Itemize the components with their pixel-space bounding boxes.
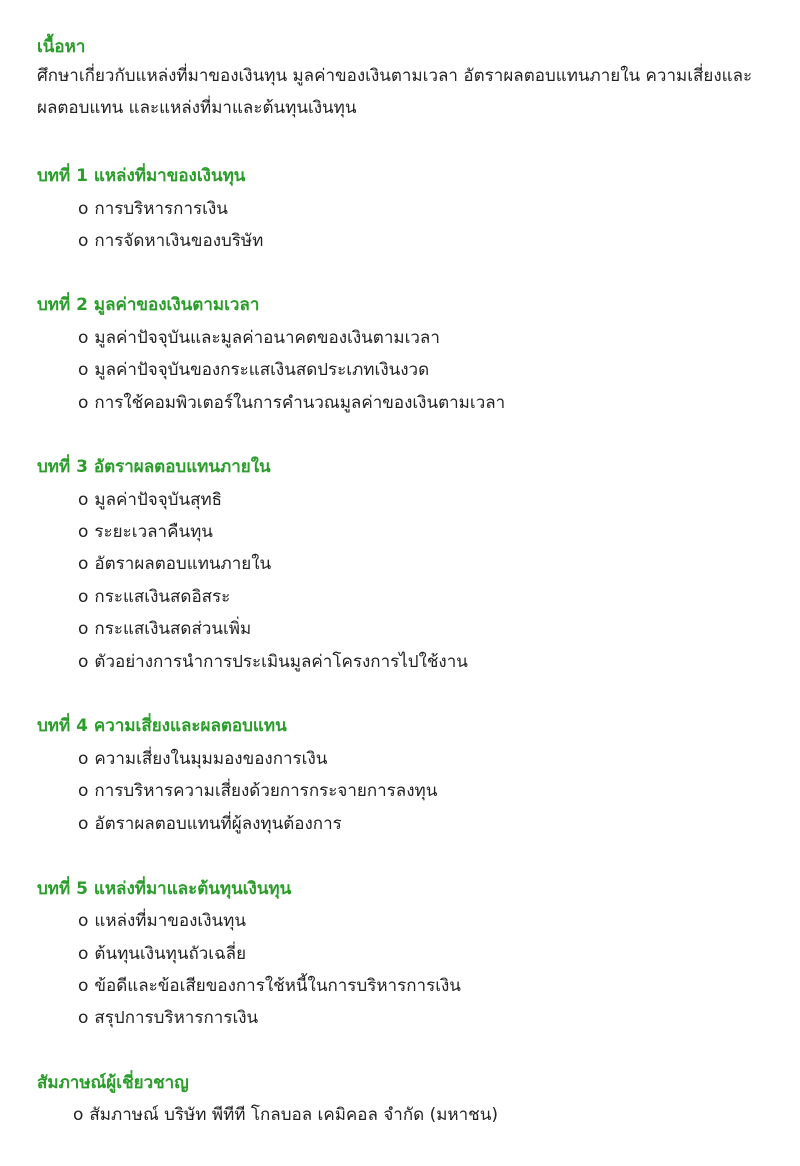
- chapter-3-heading: บทที่ 3 อัตราผลตอบแทนภายใน: [37, 457, 271, 477]
- list-item: o สัมภาษณ์ บริษัท พีทีที โกลบอล เคมิคอล จำกัด (มหาชน): [73, 1105, 498, 1125]
- list-item: o สรุปการบริหารการเงิน: [78, 1008, 259, 1028]
- list-item: o ระยะเวลาคืนทุน: [78, 522, 213, 542]
- bullet-icon: o: [78, 911, 89, 931]
- list-item: o ตัวอย่างการนำการประเมินมูลค่าโครงการไปใช้งาน: [78, 652, 468, 672]
- interview-heading: สัมภาษณ์ผู้เชี่ยวชาญ: [37, 1073, 189, 1093]
- bullet-icon: o: [78, 652, 89, 672]
- bullet-icon: o: [78, 587, 89, 607]
- chapter-2-heading: บทที่ 2 มูลค่าของเงินตามเวลา: [37, 295, 260, 315]
- chapter-5-heading: บทที่ 5 แหล่งที่มาและต้นทุนเงินทุน: [37, 879, 292, 899]
- bullet-icon: o: [78, 814, 89, 834]
- list-item: o มูลค่าปัจจุบันและมูลค่าอนาคตของเงินตามเวลา: [78, 328, 440, 348]
- list-item: o แหล่งที่มาของเงินทุน: [78, 911, 246, 931]
- list-item: o ต้นทุนเงินทุนถัวเฉลี่ย: [78, 944, 247, 964]
- bullet-icon: o: [78, 231, 89, 251]
- bullet-icon: o: [78, 360, 89, 380]
- content-description: ศึกษาเกี่ยวกับแหล่งที่มาของเงินทุน มูลค่าของเงินตามเวลา อัตราผลตอบแทนภายใน ความเสี่ยงและผลตอบแทน และแหล่งที่มาและต้นทุนเงินทุน: [37, 66, 753, 118]
- list-item: o มูลค่าปัจจุบันสุทธิ: [78, 490, 223, 510]
- bullet-icon: o: [78, 944, 89, 964]
- list-item: o การบริหารความเสี่ยงด้วยการกระจายการลงทุน: [78, 781, 438, 801]
- list-item: o ข้อดีและข้อเสียของการใช้หนี้ในการบริหารการเงิน: [78, 976, 461, 996]
- bullet-icon: o: [78, 1008, 89, 1028]
- bullet-icon: o: [78, 393, 89, 413]
- list-item: o การบริหารการเงิน: [78, 199, 228, 219]
- chapter-4-heading: บทที่ 4 ความเสี่ยงและผลตอบแทน: [37, 716, 287, 736]
- list-item: o มูลค่าปัจจุบันของกระแสเงินสดประเภทเงินงวด: [78, 360, 430, 380]
- bullet-icon: o: [78, 619, 89, 639]
- bullet-icon: o: [78, 490, 89, 510]
- bullet-icon: o: [78, 749, 89, 769]
- bullet-icon: o: [78, 328, 89, 348]
- bullet-icon: o: [73, 1105, 84, 1125]
- bullet-icon: o: [78, 781, 89, 801]
- list-item: o การใช้คอมพิวเตอร์ในการคำนวณมูลค่าของเงินตามเวลา: [78, 393, 506, 413]
- list-item: o กระแสเงินสดอิสระ: [78, 587, 231, 607]
- list-item: o ความเสี่ยงในมุมมองของการเงิน: [78, 749, 328, 769]
- chapter-1-heading: บทที่ 1 แหล่งที่มาของเงินทุน: [37, 166, 246, 186]
- bullet-icon: o: [78, 199, 89, 219]
- list-item: o กระแสเงินสดส่วนเพิ่ม: [78, 619, 252, 639]
- content-heading: เนื้อหา: [37, 37, 86, 57]
- bullet-icon: o: [78, 522, 89, 542]
- list-item: o การจัดหาเงินของบริษัท: [78, 231, 264, 251]
- bullet-icon: o: [78, 554, 89, 574]
- bullet-icon: o: [78, 976, 89, 996]
- list-item: o อัตราผลตอบแทนภายใน: [78, 554, 272, 574]
- list-item: o อัตราผลตอบแทนที่ผู้ลงทุนต้องการ: [78, 814, 342, 834]
